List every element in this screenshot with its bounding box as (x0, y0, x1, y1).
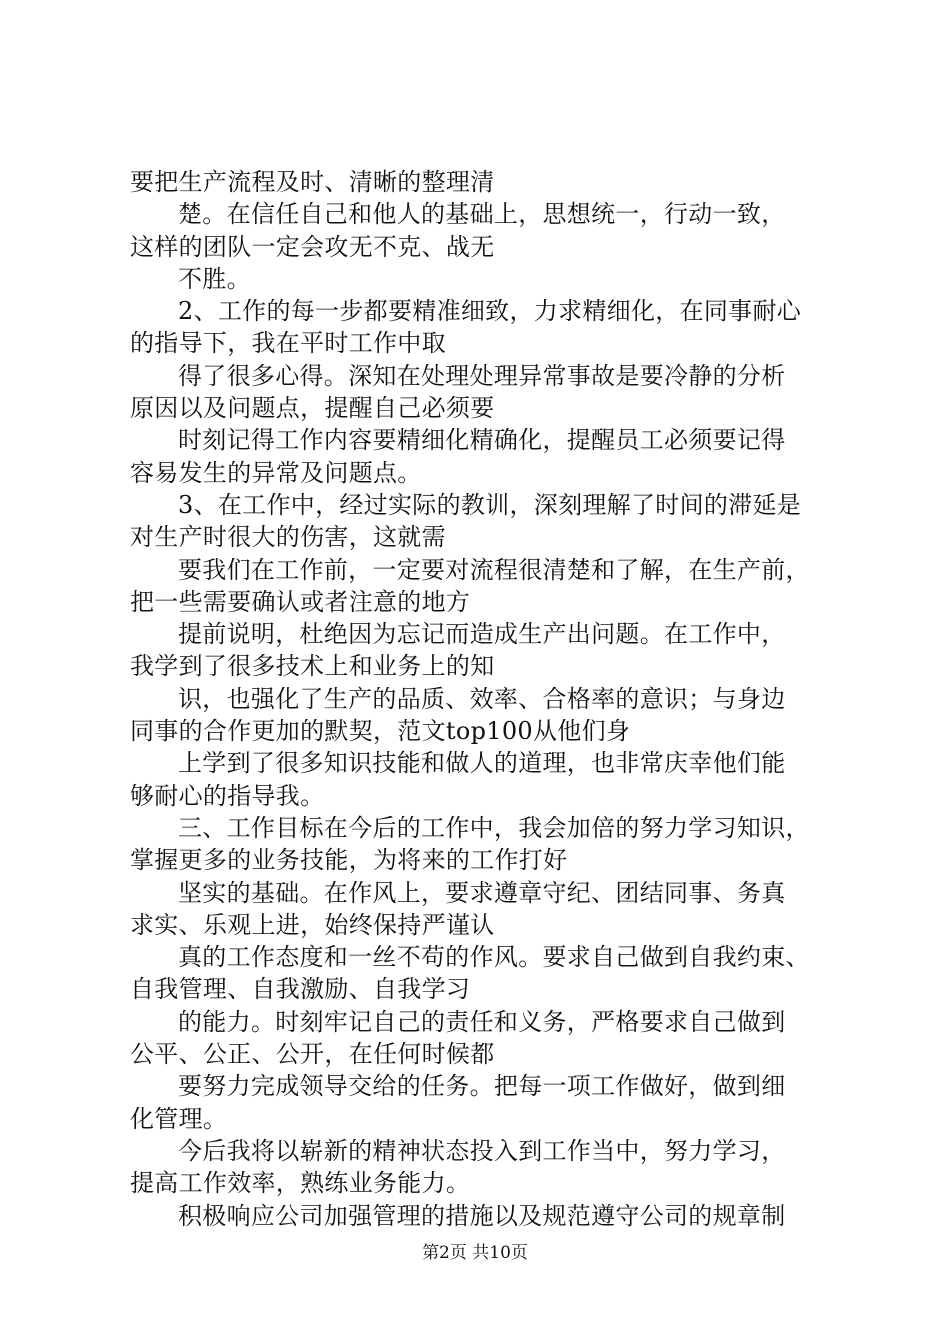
text-line: 三、工作目标在今后的工作中，我会加倍的努力学习知识， (178, 813, 810, 842)
text-line: 要努力完成领导交给的任务。把每一项工作做好，做到细 (178, 1072, 786, 1101)
text-line: 提高工作效率，熟练业务能力。 (130, 1169, 471, 1198)
text-line: 提前说明，杜绝因为忘记而造成生产出问题。在工作中， (178, 620, 786, 649)
text-line: 积极响应公司加强管理的措施以及规范遵守公司的规章制 (178, 1201, 786, 1230)
text-line: 真的工作态度和一丝不苟的作风。要求自己做到自我约束、 (178, 943, 810, 972)
text-line: 公平、公正、公开，在任何时候都 (130, 1040, 495, 1069)
text-line: 识，也强化了生产的品质、效率、合格率的意识；与身边 (178, 684, 786, 713)
text-line: 3、在工作中，经过实际的教训，深刻理解了时间的滞延是 (178, 490, 802, 519)
document-body (130, 166, 830, 1232)
text-line: 掌握更多的业务技能，为将来的工作打好 (130, 846, 568, 875)
text-line: 不胜。 (178, 264, 251, 293)
text-line: 2、工作的每一步都要精准细致，力求精细化，在同事耐心 (178, 297, 802, 326)
text-line: 要我们在工作前，一定要对流程很清楚和了解，在生产前， (178, 555, 810, 584)
text-line: 得了很多心得。深知在处理处理异常事故是要冷静的分析 (178, 361, 786, 390)
text-line: 自我管理、自我激励、自我学习 (130, 975, 471, 1004)
text-line: 这样的团队一定会攻无不克、战无 (130, 232, 495, 261)
text-line: 求实、乐观上进，始终保持严谨认 (130, 910, 495, 939)
page-footer: 第2页 共10页 (422, 1243, 528, 1263)
text-line: 对生产时很大的伤害，这就需 (130, 523, 446, 552)
text-line: 时刻记得工作内容要精细化精确化，提醒员工必须要记得 (178, 426, 786, 455)
text-line: 原因以及问题点，提醒自己必须要 (130, 394, 495, 423)
text-line: 要把生产流程及时、清晰的整理清 (130, 168, 495, 196)
text-line: 同事的合作更加的默契，范文top100从他们身 (130, 717, 631, 746)
text-line: 今后我将以崭新的精神状态投入到工作当中，努力学习， (178, 1136, 786, 1165)
text-line: 够耐心的指导我。 (130, 781, 325, 810)
text-line: 容易发生的异常及问题点。 (130, 458, 422, 487)
text-line: 把一些需要确认或者注意的地方 (130, 587, 471, 616)
text-line: 楚。在信任自己和他人的基础上，思想统一，行动一致， (178, 200, 786, 229)
text-line: 化管理。 (130, 1104, 228, 1133)
text-line: 坚实的基础。在作风上，要求遵章守纪、团结同事、务真 (178, 878, 786, 907)
text-line: 的指导下，我在平时工作中取 (130, 329, 446, 358)
text-line: 上学到了很多知识技能和做人的道理，也非常庆幸他们能 (178, 749, 786, 778)
text-line: 的能力。时刻牢记自己的责任和义务，严格要求自己做到 (178, 1007, 786, 1036)
text-line: 我学到了很多技术上和业务上的知 (130, 652, 495, 681)
